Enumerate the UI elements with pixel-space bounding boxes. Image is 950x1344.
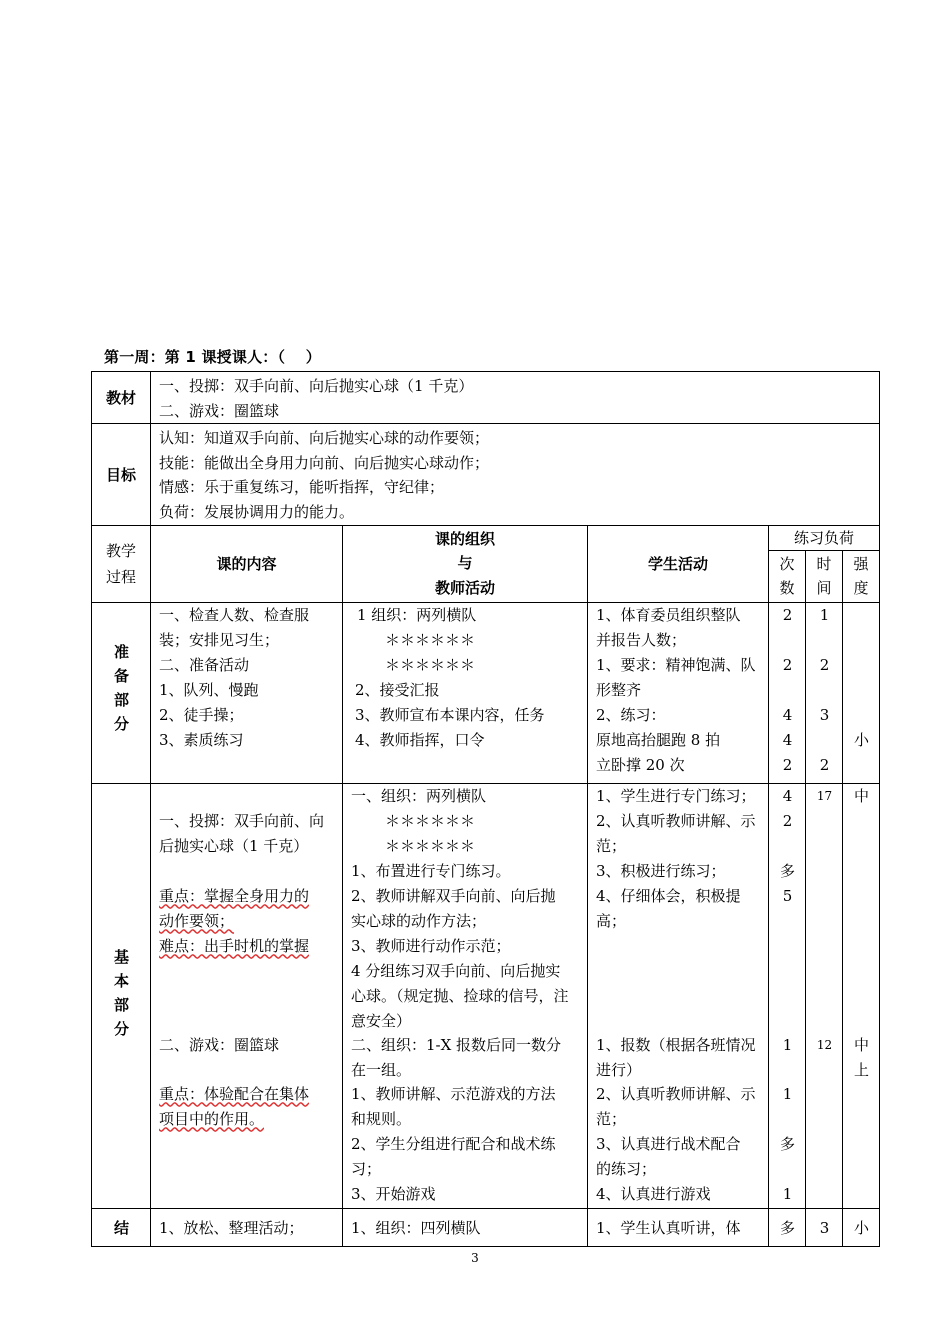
lesson-title: 第一周：第 1 课授课人：（ ） [104,348,322,366]
prep-duration-value: 2 [819,655,830,674]
header-duration-line: 间 [816,579,832,598]
basic-content-line: 动作要领； [159,911,235,930]
prep-org-line: 1 组织：两列横队 [357,605,477,624]
end-times-value: 多 [779,1218,795,1237]
basic-student-line: 的练习； [596,1159,657,1178]
end-student [588,1208,769,1246]
prep-times-value: 4 [782,705,793,724]
basic-org-line: 心球。（规定抛、捡球的信号，注 [351,986,569,1005]
basic-org-line: 2、教师讲解双手向前、向后抛 [351,886,556,905]
basic-student [588,783,769,1208]
end-row [92,1208,880,1246]
header-times [769,550,806,602]
header-org [343,525,588,602]
prep-org [343,602,588,783]
basic-intensity [843,783,880,1208]
prep-times-value: 2 [782,655,793,674]
header-load: 练习负荷 [769,525,880,550]
materials-line: 二、游戏：圈篮球 [159,401,280,420]
basic-times [769,783,806,1208]
basic-times-value: 1 [782,1084,793,1103]
materials-label: 教材 [92,372,151,424]
prep-content-line: 1、队列、慢跑 [159,680,259,699]
basic-student-line: 范； [596,836,627,855]
basic-times-value: 多 [779,861,795,880]
prep-org-line: ＊＊＊＊＊＊ [385,655,476,674]
prep-content-line: 一、检查人数、检查服 [159,605,310,624]
end-org [343,1208,588,1246]
basic-org-line: 3、开始游戏 [351,1184,436,1203]
header-content: 课的内容 [151,525,343,602]
prep-intensity-value: 小 [853,730,869,749]
prep-label-char: 准 [113,642,129,661]
header-org-line: 教师活动 [434,578,495,597]
end-label [92,1208,151,1246]
prep-times-value: 2 [782,605,793,624]
end-intensity [843,1208,880,1246]
basic-intensity-value: 上 [853,1060,869,1079]
basic-org [343,783,588,1208]
prep-student-line: 1、体育委员组织整队 [596,605,741,624]
basic-org-line: 在一组。 [351,1060,412,1079]
basic-org-line: 二、组织：1-X 报数后同一数分 [351,1035,562,1054]
basic-org-line: 1、教师讲解、示范游戏的方法 [351,1084,556,1103]
prep-student-line: 立卧撑 20 次 [596,755,685,774]
basic-org-line: 2、学生分组进行配合和战术练 [351,1134,556,1153]
end-intensity-value: 小 [853,1218,869,1237]
prep-row [92,602,880,783]
end-times [769,1208,806,1246]
basic-student-line: 2、认真听教师讲解、示 [596,1084,756,1103]
basic-times-value: 4 [782,786,793,805]
basic-student-line: 进行） [596,1060,642,1079]
header-process-line: 教学 [105,541,136,560]
prep-student-line: 形整齐 [596,680,642,699]
goals-line: 认知：知道双手向前、向后抛实心球的动作要领； [159,429,490,448]
basic-org-line: ＊＊＊＊＊＊ [385,836,476,855]
basic-label-char: 部 [113,995,129,1014]
basic-content-line: 二、游戏：圈篮球 [159,1035,280,1054]
header-times-line: 次 [779,555,795,574]
header-intensity [843,550,880,602]
basic-content-line: 难点：出手时机的掌握 [159,936,310,955]
basic-duration-value: 12 [816,1037,833,1052]
basic-label-char: 本 [113,971,129,990]
basic-intensity-value: 中 [853,1035,869,1054]
prep-label [92,602,151,783]
header-intensity-line: 强 [853,555,869,574]
basic-label-char: 基 [113,947,129,966]
basic-org-line: 实心球的动作方法； [351,911,487,930]
prep-label-char: 部 [113,690,129,709]
goals-content [151,424,880,525]
basic-times-value: 2 [782,811,793,830]
basic-org-line: 和规则。 [351,1109,412,1128]
basic-org-line: 习； [351,1159,382,1178]
basic-student-line: 2、认真听教师讲解、示 [596,811,756,830]
basic-label-char: 分 [113,1019,129,1038]
prep-label-char: 分 [113,714,129,733]
goals-line: 情感：乐于重复练习，能听指挥，守纪律； [159,478,445,497]
header-duration [806,550,843,602]
basic-org-line: 1、布置进行专门练习。 [351,861,511,880]
end-duration [806,1208,843,1246]
end-content-line: 1、放松、整理活动； [159,1218,304,1237]
prep-student-line: 1、要求：精神饱满、队 [596,655,756,674]
header-intensity-line: 度 [853,579,869,598]
header-process [92,525,151,602]
basic-org-line: ＊＊＊＊＊＊ [385,811,476,830]
goals-row [92,424,880,525]
header-duration-line: 时 [816,555,832,574]
prep-student-line: 2、练习： [596,705,666,724]
basic-org-line: 一、组织：两列横队 [351,786,487,805]
prep-label-char: 备 [113,666,129,685]
basic-content-line: 后抛实心球（1 千克） [159,836,309,855]
header-student: 学生活动 [588,525,769,602]
basic-student-line: 4、仔细体会，积极提 [596,886,741,905]
basic-duration-value: 17 [816,788,833,803]
header-org-line: 课的组织 [434,529,495,548]
basic-student-line: 3、认真进行战术配合 [596,1134,741,1153]
prep-duration-value: 1 [819,605,830,624]
prep-times-value: 2 [782,755,793,774]
header-org-line: 与 [457,554,473,573]
prep-duration [806,602,843,783]
prep-content-line: 装；安排见习生； [159,630,280,649]
materials-line: 一、投掷：双手向前、向后抛实心球（1 千克） [159,377,474,395]
goals-line: 技能：能做出全身用力向前、向后抛实心球动作； [159,453,490,472]
prep-duration-value: 2 [819,755,830,774]
prep-times-value: 4 [782,730,793,749]
prep-label-text [92,640,151,736]
end-org-line: 1、组织：四列横队 [351,1218,481,1237]
basic-student-line: 1、学生进行专门练习； [596,786,756,805]
basic-student-line: 范； [596,1109,627,1128]
basic-content-line: 重点：掌握全身用力的 [159,886,310,905]
prep-student [588,602,769,783]
lesson-plan-table [91,371,880,1247]
basic-times-value: 5 [782,886,793,905]
end-duration-value: 3 [819,1218,830,1237]
prep-student-line: 并报告人数； [596,630,687,649]
basic-label-text [92,945,151,1041]
basic-intensity-value: 中 [853,786,869,805]
basic-content-line: 重点：体验配合在集体 [159,1084,310,1103]
prep-org-line: ＊＊＊＊＊＊ [385,630,476,649]
basic-student-line: 3、积极进行练习； [596,861,726,880]
basic-content [151,783,343,1208]
basic-org-line: 4 分组练习双手向前、向后抛实 [351,961,561,980]
header-row [92,525,880,550]
prep-org-line: 2、接受汇报 [355,680,440,699]
header-times-line: 数 [779,579,795,598]
prep-intensity [843,602,880,783]
end-student-line: 1、学生认真听讲，体 [596,1218,741,1237]
end-content [151,1208,343,1246]
prep-student-line: 原地高抬腿跑 8 拍 [596,730,721,749]
basic-times-value: 多 [779,1134,795,1153]
prep-org-line: 4、教师指挥，口令 [355,730,485,749]
prep-content-line: 3、素质练习 [159,730,244,749]
prep-content-line: 2、徒手操； [159,705,244,724]
basic-org-line: 意安全） [351,1011,412,1030]
goals-line: 负荷：发展协调用力的能力。 [159,502,355,521]
header-process-line: 过程 [105,567,136,586]
materials-content [151,372,880,424]
prep-content [151,602,343,783]
basic-student-line: 4、认真进行游戏 [596,1184,711,1203]
prep-times [769,602,806,783]
basic-org-line: 3、教师进行动作示范； [351,936,511,955]
end-label-text: 结 [113,1218,129,1237]
basic-row [92,783,880,1208]
basic-label [92,783,151,1208]
prep-duration-value: 3 [819,705,830,724]
prep-org-line: 3、教师宣布本课内容，任务 [355,705,545,724]
goals-label: 目标 [92,424,151,525]
basic-content-line: 一、投掷：双手向前、向 [159,811,325,830]
basic-student-line: 1、报数（根据各班情况 [596,1035,756,1054]
basic-content-line: 项目中的作用。 [159,1109,265,1128]
basic-times-value: 1 [782,1035,793,1054]
basic-student-line: 高； [596,911,627,930]
basic-duration [806,783,843,1208]
materials-row [92,372,880,424]
prep-content-line: 二、准备活动 [159,655,250,674]
page-number: 3 [471,1251,479,1265]
basic-times-value: 1 [782,1184,793,1203]
